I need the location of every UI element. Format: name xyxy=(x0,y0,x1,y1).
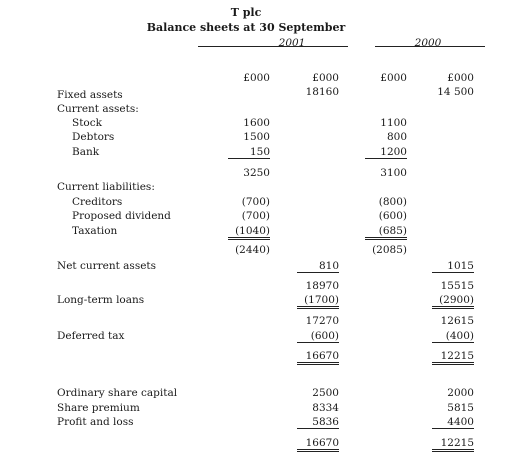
value-2000-profit-and-loss: 4400 xyxy=(432,416,474,429)
unit-2001-col1: £000 xyxy=(243,72,270,84)
value-2000-stock: 1100 xyxy=(380,117,407,129)
value-2001-subtotal-1: 18970 xyxy=(305,280,339,292)
value-2000-fixed-assets: 14 500 xyxy=(437,86,474,98)
value-2000-bank: 1200 xyxy=(365,146,407,159)
value-2001-fixed-assets: 18160 xyxy=(305,86,339,98)
value-2000-deferred-tax: (400) xyxy=(432,330,474,343)
value-2001-current-assets-total: 3250 xyxy=(243,167,270,179)
unit-2000-col2: £000 xyxy=(447,72,474,84)
label-bank: Bank xyxy=(72,146,100,158)
value-2000-net-current-assets: 1015 xyxy=(432,260,474,273)
value-2001-share-premium: 8334 xyxy=(312,402,339,414)
label-taxation: Taxation xyxy=(72,225,118,237)
label-long-term-loans: Long-term loans xyxy=(57,294,145,306)
value-2000-creditors: (800) xyxy=(378,196,407,208)
company-name: T plc xyxy=(230,6,262,19)
value-2001-bank: 150 xyxy=(228,146,270,159)
label-stock: Stock xyxy=(72,117,102,129)
label-net-current-assets: Net current assets xyxy=(57,260,157,272)
label-current-assets: Current assets: xyxy=(57,103,139,115)
year-2000-heading: 2000 xyxy=(414,37,442,49)
value-2001-deferred-tax: (600) xyxy=(297,330,339,343)
value-2000-subtotal-2: 12615 xyxy=(440,315,474,327)
value-2001-profit-and-loss: 5836 xyxy=(297,416,339,429)
value-2000-subtotal-1: 15515 xyxy=(440,280,474,292)
value-2001-debtors: 1500 xyxy=(243,131,270,143)
value-2001-ordinary-share-capital: 2500 xyxy=(312,387,339,399)
label-deferred-tax: Deferred tax xyxy=(57,330,125,342)
label-share-premium: Share premium xyxy=(57,402,140,414)
value-2000-current-liabilities-total: (2085) xyxy=(372,244,407,256)
value-2001-current-liabilities-total: (2440) xyxy=(235,244,270,256)
year-2001-heading: 2001 xyxy=(278,37,306,49)
value-2000-taxation: (685) xyxy=(365,225,407,240)
value-2000-long-term-loans: (2900) xyxy=(432,294,474,309)
unit-2000-col1: £000 xyxy=(380,72,407,84)
label-profit-and-loss: Profit and loss xyxy=(57,416,134,428)
value-2000-net-assets: 12215 xyxy=(432,350,474,365)
value-2001-equity-total: 16670 xyxy=(297,437,339,452)
value-2001-net-assets: 16670 xyxy=(297,350,339,365)
value-2000-ordinary-share-capital: 2000 xyxy=(447,387,474,399)
value-2001-long-term-loans: (1700) xyxy=(297,294,339,309)
label-proposed-dividend: Proposed dividend xyxy=(72,210,171,222)
value-2001-stock: 1600 xyxy=(243,117,270,129)
label-current-liabilities: Current liabilities: xyxy=(57,181,155,193)
year-2001-rule xyxy=(198,46,348,47)
label-fixed-assets: Fixed assets xyxy=(57,89,123,101)
value-2000-current-assets-total: 3100 xyxy=(380,167,407,179)
value-2001-net-current-assets: 810 xyxy=(297,260,339,273)
value-2000-equity-total: 12215 xyxy=(432,437,474,452)
value-2001-proposed-dividend: (700) xyxy=(241,210,270,222)
value-2001-subtotal-2: 17270 xyxy=(305,315,339,327)
value-2000-debtors: 800 xyxy=(386,131,407,143)
value-2001-creditors: (700) xyxy=(241,196,270,208)
value-2000-share-premium: 5815 xyxy=(447,402,474,414)
unit-2001-col2: £000 xyxy=(312,72,339,84)
label-creditors: Creditors xyxy=(72,196,123,208)
value-2001-taxation: (1040) xyxy=(228,225,270,240)
label-ordinary-share-capital: Ordinary share capital xyxy=(57,387,178,399)
value-2000-proposed-dividend: (600) xyxy=(378,210,407,222)
statement-title: Balance sheets at 30 September xyxy=(146,21,346,34)
year-2000-rule xyxy=(375,46,485,47)
label-debtors: Debtors xyxy=(72,131,115,143)
